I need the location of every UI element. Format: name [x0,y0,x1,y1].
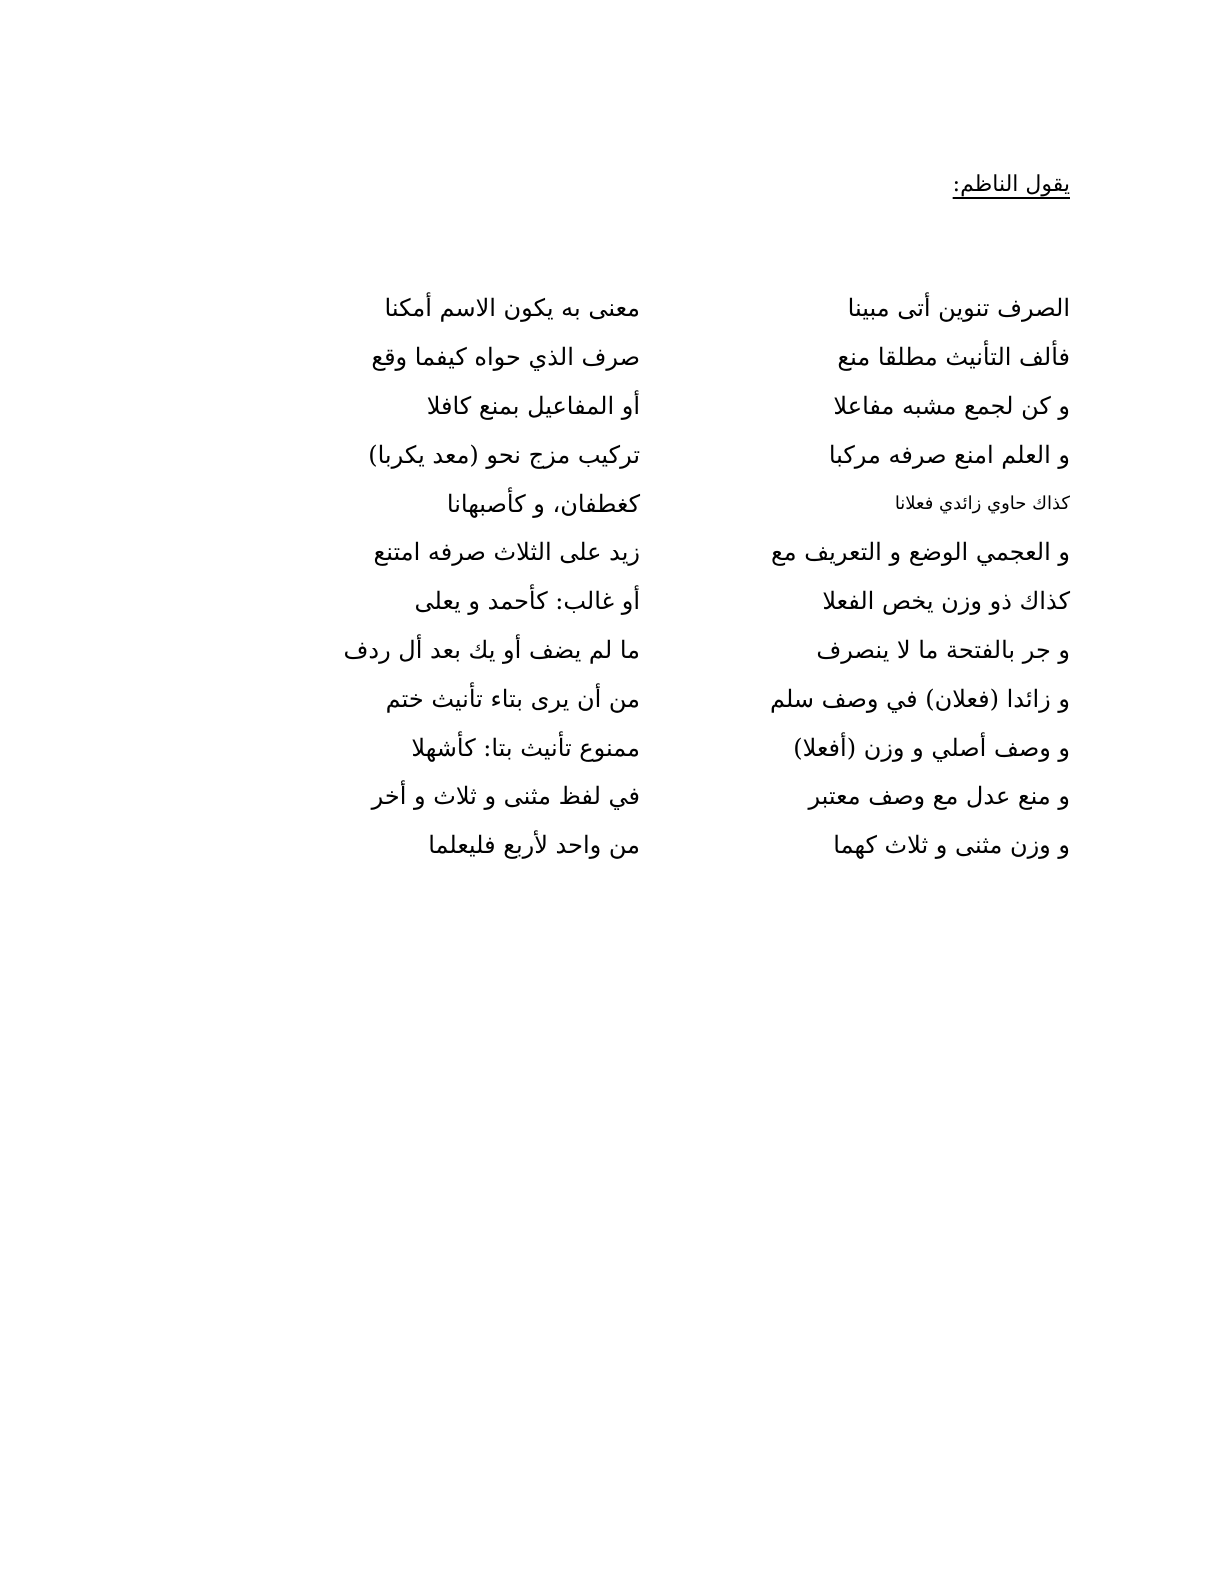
verse-line [330,284,1070,333]
poem-body [330,284,1070,870]
verse-second-hemistich: أو غالب: كأحمد و يعلى [414,587,640,616]
verse-line [330,382,1070,431]
page-heading: يقول الناظم: [952,172,1070,197]
verse-first-hemistich: و وصف أصلي و وزن (أفعلا) [793,733,1070,762]
verse-line [330,821,1070,870]
verse-first-hemistich: و العلم امنع صرفه مركبا [828,440,1070,469]
verse-second-hemistich: أو المفاعيل بمنع كافلا [426,391,640,420]
verse-first-hemistich: فألف التأنيث مطلقا منع [837,343,1070,372]
verse-line [330,723,1070,772]
verse-second-hemistich: معنى به يكون الاسم أمكنا [384,294,640,323]
verse-second-hemistich: من واحد لأربع فليعلما [428,831,640,860]
verse-second-hemistich: في لفظ مثنى و ثلاث و أخر [371,782,640,811]
verse-line [330,674,1070,723]
verse-first-hemistich: كذاك حاوي زائدي فعلانا [894,492,1070,514]
verse-first-hemistich: و كن لجمع مشبه مفاعلا [833,391,1070,420]
verse-line [330,772,1070,821]
verse-first-hemistich: و زائدا (فعلان) في وصف سلم [770,684,1070,713]
verse-second-hemistich: ما لم يضف أو يك بعد أل ردف [343,635,640,664]
verse-second-hemistich: صرف الذي حواه كيفما وقع [371,343,640,372]
verse-line [330,430,1070,479]
verse-first-hemistich: و جر بالفتحة ما لا ينصرف [816,635,1070,664]
verse-line [330,626,1070,675]
verse-second-hemistich: زيد على الثلاث صرفه امتنع [373,538,640,567]
verse-first-hemistich: و العجمي الوضع و التعريف مع [771,538,1070,567]
verse-line [330,528,1070,577]
verse-first-hemistich: و منع عدل مع وصف معتبر [808,782,1070,811]
verse-second-hemistich: ممنوع تأنيث بتا: كأشهلا [411,733,640,762]
verse-line [330,577,1070,626]
verse-first-hemistich: كذاك ذو وزن يخص الفعلا [822,587,1070,616]
verse-second-hemistich: كغطفان، و كأصبهانا [446,489,640,518]
verse-line [330,479,1070,528]
verse-second-hemistich: تركيب مزج نحو (معد يكربا) [368,440,640,469]
verse-line [330,333,1070,382]
verse-first-hemistich: و وزن مثنى و ثلاث كهما [833,831,1070,860]
verse-second-hemistich: من أن يرى بتاء تأنيث ختم [385,684,640,713]
verse-first-hemistich: الصرف تنوين أتى مبينا [847,294,1070,323]
